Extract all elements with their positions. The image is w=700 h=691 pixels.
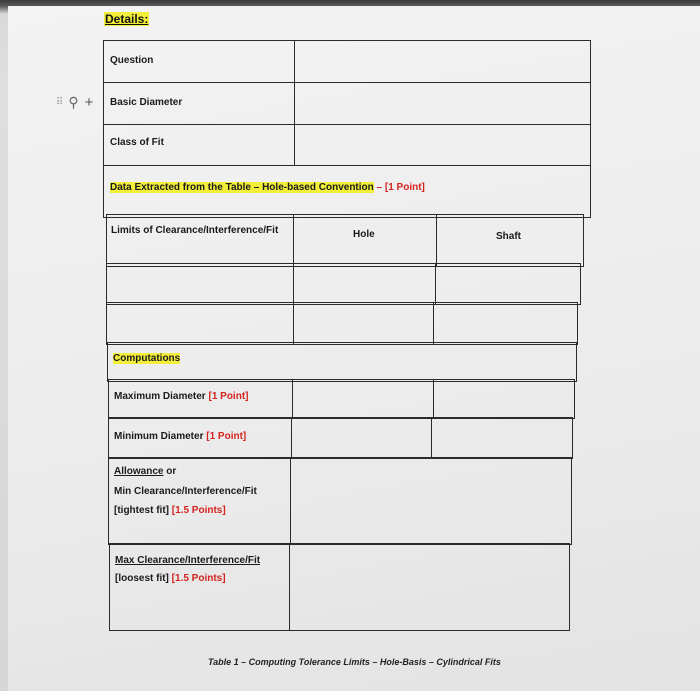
block-handle[interactable] — [56, 94, 93, 111]
min-diameter-text: Minimum Diameter — [114, 431, 204, 442]
allowance-text: Allowance — [114, 466, 164, 477]
min-diameter-label — [114, 431, 246, 442]
data-extracted-title: Data Extracted from the Table – Hole-based Convention — [110, 182, 374, 193]
table-caption: Table 1 – Computing Tolerance Limits – Hole-Basis – Cylindrical Fits — [208, 657, 501, 667]
loosest-fit-points: [1.5 Points] — [171, 573, 226, 584]
limits-row-2-label-cell[interactable] — [106, 302, 294, 345]
basic-diameter-value-cell[interactable] — [294, 82, 591, 125]
max-diameter-label — [114, 391, 248, 402]
data-extracted-points: – [1 Point] — [376, 182, 425, 193]
shaft-header-label: Shaft — [496, 231, 521, 242]
details-heading: Details: — [105, 12, 149, 26]
computations-label: Computations — [113, 353, 181, 364]
hole-header-label: Hole — [353, 229, 375, 240]
pin-icon[interactable]: ⚲ — [68, 94, 79, 110]
max-clearance-label: Max Clearance/Interference/Fit — [115, 555, 261, 566]
max-clearance-value-cell[interactable] — [289, 543, 570, 631]
data-extracted-label — [110, 182, 425, 193]
tightest-fit-text: [tightest fit] — [114, 505, 169, 516]
question-label: Question — [110, 55, 154, 66]
allowance-line — [114, 466, 176, 477]
limits-row-1-hole-cell[interactable] — [293, 263, 436, 305]
min-clearance-label: Min Clearance/Interference/Fit — [114, 486, 257, 497]
hole-header-cell — [293, 214, 437, 267]
limits-header-cell — [106, 214, 294, 267]
tightest-fit-line — [114, 505, 226, 516]
class-of-fit-label: Class of Fit — [110, 137, 164, 148]
max-diameter-shaft-cell[interactable] — [433, 379, 575, 419]
question-value-cell[interactable] — [294, 40, 591, 83]
min-diameter-hole-cell[interactable] — [291, 417, 432, 459]
min-diameter-points: [1 Point] — [206, 431, 247, 442]
add-block-icon[interactable]: + — [84, 94, 94, 111]
max-diameter-hole-cell[interactable] — [292, 379, 434, 419]
loosest-fit-line — [115, 573, 226, 584]
limits-header-label: Limits of Clearance/Interference/Fit — [111, 225, 279, 236]
tightest-fit-points: [1.5 Points] — [171, 505, 226, 516]
allowance-value-cell[interactable] — [290, 457, 572, 545]
allowance-or: or — [163, 466, 177, 477]
max-diameter-points: [1 Point] — [208, 391, 249, 402]
limits-row-2-shaft-cell[interactable] — [433, 302, 578, 345]
limits-row-2-hole-cell[interactable] — [293, 302, 434, 345]
loosest-fit-text: [loosest fit] — [115, 573, 169, 584]
drag-handle-icon[interactable]: ⠿ — [56, 97, 63, 108]
limits-row-1-shaft-cell[interactable] — [435, 263, 581, 305]
limits-row-1-label-cell[interactable] — [106, 263, 294, 305]
max-diameter-text: Maximum Diameter — [114, 391, 206, 402]
basic-diameter-label: Basic Diameter — [110, 97, 183, 108]
class-of-fit-value-cell[interactable] — [294, 124, 591, 166]
min-diameter-shaft-cell[interactable] — [431, 417, 573, 459]
